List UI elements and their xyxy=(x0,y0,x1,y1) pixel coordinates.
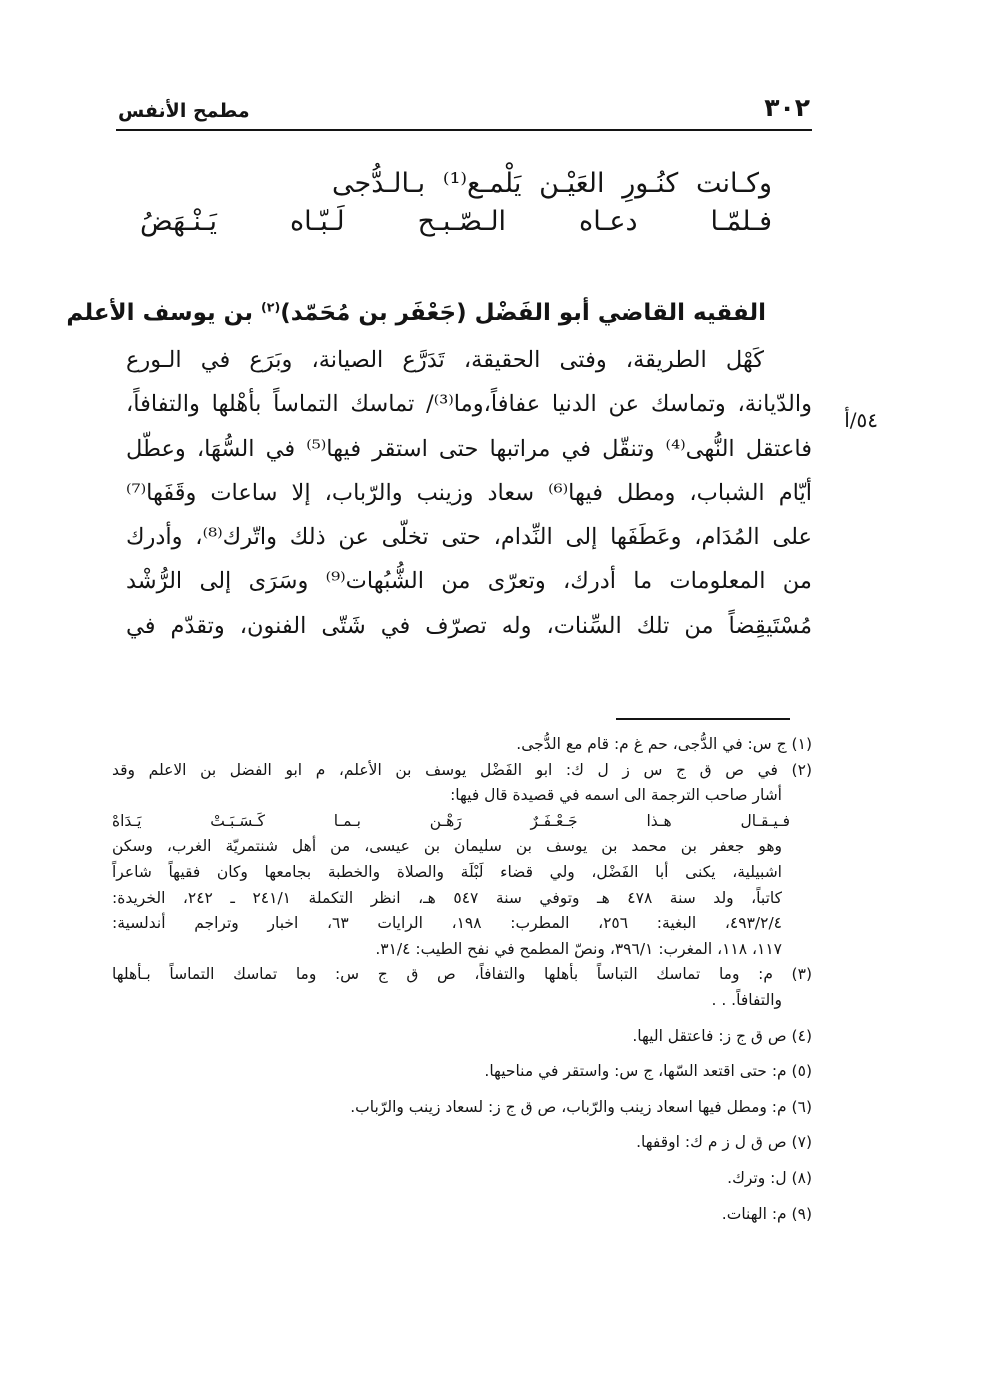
body-line: من المعلومات ما أدرك، وتعرّى من الشُّبُهات⁽⁹⁾ وسَرَى إلى الرُّشْد xyxy=(126,568,812,595)
footnotes xyxy=(112,732,812,1227)
footnote-8: (٨) ل: وترك. xyxy=(727,1168,812,1187)
footnote-6: (٦) م: ومطل فيها اسعاد زينب والرّباب، ص ق ج ز: لسعاد زينب والرّباب. xyxy=(350,1097,812,1116)
biography-heading xyxy=(66,299,766,326)
body-line: أيّام الشباب، ومطل فيها⁽⁶⁾ سعاد وزينب والرّباب، إلا ساعات وقَفَها⁽⁷⁾ xyxy=(126,479,812,506)
footnote-2-line: أشار صاحب الترجمة الى اسمه في قصيدة قال فيها: xyxy=(450,786,782,805)
footnote-7: (٧) ص ق ل ز م ك: اوقفها. xyxy=(636,1133,812,1152)
body-line: فاعتقل النُّهى⁽⁴⁾ وتنقّل في مراتبها حتى استقر فيها⁽⁵⁾ في السُّهَا، وعطّل xyxy=(126,435,813,462)
verse-hemistich-1 xyxy=(140,168,772,199)
footnote-3-line: والتفافاً. . . xyxy=(711,990,782,1009)
running-header xyxy=(118,92,810,122)
footnote-gap xyxy=(112,1049,812,1059)
body-line: مُسْتَيقِضاً من تلك السِّنات، وله تصرّف في شَتّى الفنون، وتقدّم في xyxy=(126,612,812,639)
footnote-9: (٩) م: الهنات. xyxy=(721,1204,812,1223)
footnote-gap xyxy=(112,1085,812,1095)
footnote-2-line: ١١٧، ١١٨، المغرب: ٣٩٦/١، ونصّ المطمح في نفح الطيب: ٣١/٤. xyxy=(375,939,782,958)
footnote-2-poem: فـيـقـال هـذا جَـعْـفَـرٌ رَهْـن بـمـا كَـسَـبَـتْ يَـدَاهْ xyxy=(112,811,790,830)
heading-rest: بن يوسف الأعلم xyxy=(66,300,261,326)
footnote-gap xyxy=(112,1156,812,1166)
footnote-2-line: اشبيلية، يكنى أبا الفَضْل، ولي قضاء لَبْلَة والصلاة والخطبة بجامعها وكان فقيهاً شاعراً xyxy=(112,862,782,881)
body-line: والدّيانة، وتماسك عن الدنيا عفافاً،وما⁽³⁾/ تماسك التماساً بأهْلها والتفافاً، xyxy=(126,391,812,418)
footnote-1: (١) ج س: في الدُّجى، حم غ م: قام مع الدُّجى. xyxy=(516,735,812,753)
footnote-4: (٤) ص ق ج ز: فاعتقل اليها. xyxy=(632,1026,812,1045)
footnote-2-line: (٢) في ص ق ج س ز ل ك: ابو الفَضْل يوسف بن الأعلم، م ابو الفضل بن الاعلم وقد xyxy=(112,760,812,779)
footnote-2-line: وهو جعفر بن محمد بن يوسف بن سليمان بن عيسى، من أهل شنتمريّة الغرب، وسكن xyxy=(112,837,782,856)
footnote-2-line: كاتباً، ولد سنة ٤٧٨ هـ وتوفي سنة ٥٤٧ هـ، انظر التكملة ٢٤١/١ ـ ٢٤٢، الخريدة: xyxy=(112,888,782,907)
footnote-separator xyxy=(616,718,790,720)
footnote-3-line: (٣) م: وما تماسك التباساً بأهلها والتفافاً، ص ق ج س: وما تماسك التماساً بـأهلها xyxy=(112,965,812,984)
header-rule xyxy=(116,129,812,131)
body-line: كَهْل الطريقة، وفتى الحقيقة، تَدَرَّع الصيانة، وبَرَع في الـورع xyxy=(126,347,764,373)
page-number: ٣٠٢ xyxy=(764,93,810,122)
heading-name: الفقيه القاضي أبو الفَضْل (جَعْفَر بن مُحَمّد) xyxy=(280,300,766,326)
verse-hemistich-2 xyxy=(140,206,772,237)
verse-line-2: فـلمّـا دعـاه الـصّـبـح لَـبّـاه يَـنْـهَضُ xyxy=(140,206,772,237)
footnote-5: (٥) م: حتى اقتعد السّها، ج س: واستقر في مناحيها. xyxy=(484,1062,812,1081)
margin-folio-note: ٥٤/أ xyxy=(844,408,878,432)
footnote-2-line: ٤٩٣/٢/٤، البغية: ٢٥٦، المطرب: ١٩٨، الرايات ٦٣، اخبار وتراجم أندلسية: xyxy=(112,914,782,933)
biography-body xyxy=(126,338,812,648)
footnote-gap xyxy=(112,1014,812,1024)
body-line: على المُدَام، وعَطَفَها إلى النِّدام، حتى تخلّى عن ذلك واتّرك⁽⁸⁾، وأدرك xyxy=(126,524,812,551)
verse-line-1: وكـانت كنُـورِ العَيْـن يَلْمـع⁽¹⁾ بـالـدُّجى xyxy=(332,168,772,199)
footnote-gap xyxy=(112,1192,812,1202)
heading-footnote-ref: (٢) xyxy=(261,299,281,315)
running-title: مطمح الأنفس xyxy=(118,100,250,122)
footnote-gap xyxy=(112,1120,812,1130)
